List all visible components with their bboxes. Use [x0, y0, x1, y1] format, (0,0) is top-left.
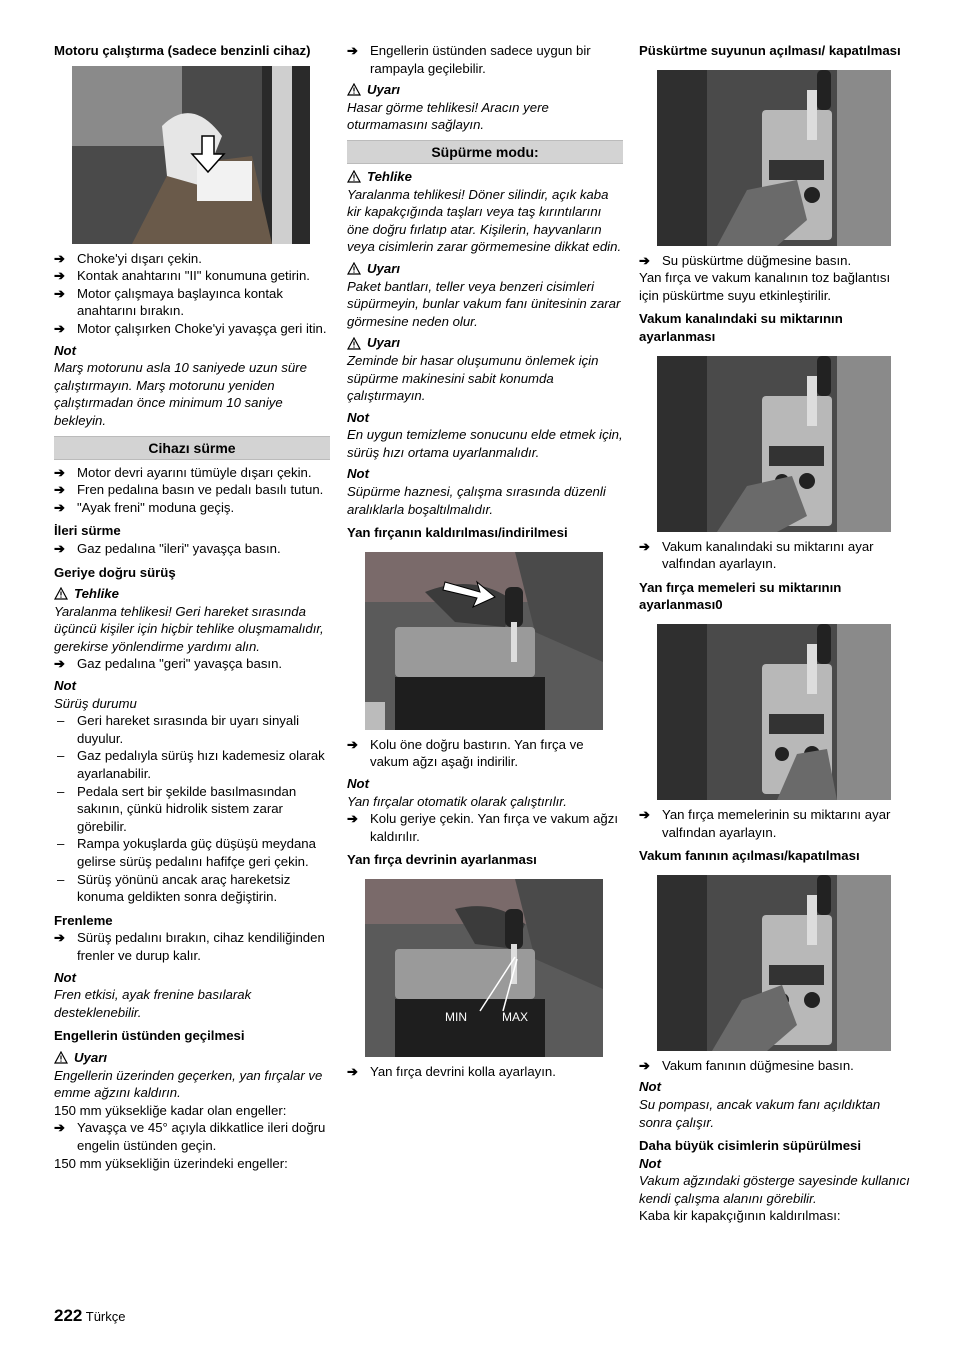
step: [347, 810, 623, 845]
photo-panel-drawing: [657, 70, 891, 246]
warn-label-text: Uyarı: [74, 1049, 107, 1065]
photo-choke-drawing: [72, 66, 310, 244]
step-text: Gaz pedalına "ileri" yavaşça basın.: [77, 540, 281, 556]
step: [639, 1057, 913, 1075]
step: [54, 929, 330, 964]
step-text: Vakum fanının düğmesine basın.: [662, 1057, 854, 1073]
step-text: Yavaşça ve 45° açıyla dikkatlice ileri doğru engelin üstünden geçin.: [77, 1120, 326, 1153]
heading-obstacles: Engellerin üstünden geçilmesi: [54, 1028, 245, 1044]
note-label: Not: [347, 466, 369, 482]
step: [54, 320, 330, 338]
arrow-icon: ➔: [54, 1120, 66, 1136]
step-text: Fren pedalına basın ve pedalı basılı tutun.: [77, 482, 324, 498]
note-label: Not: [54, 969, 76, 985]
photo-panel-drawing: [657, 356, 891, 532]
body-text: Yan fırça ve vakum kanalının toz bağlantısı için püskürtme suyu etkinleştirilir.: [639, 270, 891, 303]
danger-label: [54, 585, 330, 603]
heading-start-engine: Motoru çalıştırma (sadece benzinli cihaz): [54, 43, 311, 58]
step-text: Kolu öne doğru bastırın. Yan fırça ve vakum ağzı aşağı indirilir.: [370, 736, 584, 770]
arrow-icon: ➔: [639, 252, 651, 268]
step-text: Engellerin üstünden sadece uygun bir rampayla geçilebilir.: [370, 43, 591, 76]
warn-text: Hasar görme tehlikesi! Aracın yere oturmamasını sağlayın.: [347, 99, 549, 133]
arrow-icon: ➔: [639, 1057, 651, 1073]
danger-label-text: Tehlike: [74, 586, 119, 602]
heading-sidebrush: Yan fırçanın kaldırılması/indirilmesi: [347, 525, 568, 541]
column-3: [639, 42, 913, 1225]
step-text: "Ayak freni" moduna geçiş.: [77, 499, 235, 515]
danger-text: Yaralanma tehlikesi! Geri hareket sırasında üçüncü kişiler için hiçbir tehlike oluşmamalıdır, gerekirse yönlendirme yardımı alın.: [54, 603, 324, 654]
arrow-icon: ➔: [347, 736, 359, 752]
warn-label: [347, 81, 623, 99]
body-text: Kaba kir kapakçığının kaldırılması:: [639, 1208, 841, 1224]
note-text: Fren etkisi, ayak frenine basılarak desteklenebilir.: [54, 987, 252, 1020]
warn-label: [54, 1049, 330, 1067]
step-text: Choke'yi dışarı çekin.: [77, 250, 202, 266]
heading-brake: Frenleme: [54, 912, 113, 928]
photo-panel-drawing: [657, 624, 891, 800]
page-number: 222: [54, 1306, 83, 1325]
photo-brush-speed: [365, 879, 603, 1057]
arrow-icon: ➔: [54, 499, 66, 515]
warning-triangle-icon: [347, 83, 361, 96]
photo-nozzle-valve: [657, 624, 891, 800]
dash-item: [54, 783, 330, 836]
page-language: Türkçe: [85, 1309, 126, 1324]
step: [347, 1063, 623, 1081]
heading-fan: Vakum fanının açılması/kapatılması: [639, 848, 860, 864]
arrow-icon: ➔: [54, 464, 66, 480]
dash-text: Pedala sert bir şekilde basılmasından sakının, çünkü hidrolik sistem zarar görebilir.: [77, 783, 297, 834]
max-label: MAX: [502, 1010, 529, 1024]
step: [347, 42, 623, 77]
step: [54, 655, 330, 673]
step-text: Gaz pedalına "geri" yavaşça basın.: [77, 656, 283, 672]
step-text: Motor devri ayarını tümüyle dışarı çekin.: [77, 464, 312, 480]
arrow-icon: ➔: [347, 43, 359, 58]
note-text: Süpürme haznesi, çalışma sırasında düzenli aralıklarla boşaltılmalıdır.: [347, 484, 606, 517]
warning-triangle-icon: [54, 1051, 68, 1064]
warn-label-text: Uyarı: [367, 335, 400, 351]
step-text: Yan fırça devrini kolla ayarlayın.: [370, 1064, 556, 1079]
dash-text: Gaz pedalıyla sürüş hızı kademesiz olarak ayarlanabilir.: [77, 748, 325, 782]
heading-brush-speed: Yan fırça devrinin ayarlanması: [347, 852, 537, 868]
arrow-icon: ➔: [54, 540, 66, 556]
heading-reverse: Geriye doğru sürüş: [54, 564, 176, 580]
step-text: Motor çalışmaya başlayınca kontak anahtarını bırakın.: [77, 285, 283, 319]
step: [54, 464, 330, 482]
warn-label: [347, 260, 623, 278]
note-text: Vakum ağzındaki gösterge sayesinde kullanıcı kendi çalışma alanını görebilir.: [639, 1173, 910, 1206]
photo-water-valve: [657, 356, 891, 532]
dash-icon: –: [57, 783, 65, 799]
heading-nozzle: Yan fırça memeleri su miktarının ayarlanması0: [639, 579, 842, 613]
photo-fan-button: [657, 875, 891, 1051]
dash-icon: –: [57, 748, 65, 764]
step-text: Kolu geriye çekin. Yan fırça ve vakum ağzı kaldırılır.: [370, 811, 618, 844]
arrow-icon: ➔: [347, 811, 359, 827]
note-label: Not: [639, 1155, 661, 1171]
warn-label: [347, 334, 623, 352]
note-label: Not: [54, 678, 76, 694]
heading-forward: İleri sürme: [54, 523, 121, 539]
step: [347, 736, 623, 771]
step-text: Sürüş pedalını bırakın, cihaz kendiliğinden frenler ve durup kalır.: [77, 930, 325, 963]
note-text: Yan fırçalar otomatik olarak çalıştırılır.: [347, 793, 567, 809]
step-text: Su püskürtme düğmesine basın.: [662, 252, 852, 268]
page-footer: [54, 1306, 126, 1326]
step: [54, 1119, 330, 1154]
warn-text: Paket bantları, teller veya benzeri cisimleri süpürmeyin, bunlar vakum fanı ünitesinin zarar görmesine neden olur.: [347, 278, 621, 329]
dash-text: Sürüş yönünü ancak araç hareketsiz konuma geldikten sonra değiştirin.: [77, 871, 291, 905]
warning-triangle-icon: [347, 262, 361, 275]
note-label: Not: [54, 342, 76, 358]
dash-text: Geri hareket sırasında bir uyarı sinyali duyulur.: [77, 713, 300, 746]
step: [54, 481, 330, 499]
photo-panel-drawing: [657, 875, 891, 1051]
warning-triangle-icon: [347, 337, 361, 350]
step: [54, 285, 330, 320]
step-text: Yan fırça memelerinin su miktarını ayar valfından ayarlayın.: [662, 806, 891, 840]
body-text: 150 mm yüksekliğin üzerindeki engeller:: [54, 1155, 288, 1171]
arrow-icon: ➔: [347, 1064, 359, 1079]
dash-icon: –: [57, 871, 65, 887]
step-text: Vakum kanalındaki su miktarını ayar valfından ayarlayın.: [662, 538, 874, 572]
photo-lever-drawing: [365, 552, 603, 730]
arrow-icon: ➔: [54, 482, 66, 498]
step: [639, 538, 913, 573]
column-2: [347, 42, 623, 1081]
step: [54, 250, 330, 268]
heading-water: Vakum kanalındaki su miktarının ayarlanması: [639, 311, 843, 344]
dash-item: [54, 712, 330, 747]
heading-spray: Püskürtme suyunun açılması/ kapatılması: [639, 43, 901, 58]
warn-text: Zeminde bir hasar oluşumunu önlemek için süpürme makinesini sabit konumda çalıştırmayın.: [347, 352, 599, 404]
arrow-icon: ➔: [54, 268, 66, 284]
note-label: Not: [347, 409, 369, 425]
step: [54, 499, 330, 517]
arrow-icon: ➔: [54, 285, 66, 301]
arrow-icon: ➔: [54, 930, 66, 946]
column-1: [54, 42, 330, 1172]
warning-triangle-icon: [54, 587, 68, 600]
arrow-icon: ➔: [639, 538, 651, 554]
note-text: En uygun temizleme sonucunu elde etmek için, sürüş hızı ortama uyarlanmalıdır.: [347, 427, 623, 460]
note-title: Sürüş durumu: [54, 695, 137, 711]
arrow-icon: ➔: [54, 656, 66, 672]
danger-text: Yaralanma tehlikesi! Döner silindir, açık kaba kir kapakçığında taşları veya taş kırıntılarını öne doğru fırlatıp atar. Kişilerin, hayvanların veya cisimlerin zarar görmemesine dikkat edin.: [347, 186, 622, 255]
note-label: Not: [639, 1079, 661, 1095]
photo-choke: [72, 66, 310, 244]
dash-item: [54, 835, 330, 870]
note-text: Su pompası, ancak vakum fanı açıldıktan sonra çalışır.: [639, 1096, 881, 1130]
photo-sidebrush-lever: [365, 552, 603, 730]
photo-speed-drawing: [365, 879, 603, 1057]
photo-spray-button: [657, 70, 891, 246]
dash-item: [54, 747, 330, 782]
warn-label-text: Uyarı: [367, 82, 400, 98]
min-label: MIN: [445, 1010, 467, 1024]
start-steps: [54, 250, 330, 338]
danger-label: [347, 168, 623, 186]
step: [639, 252, 913, 270]
arrow-icon: ➔: [639, 806, 651, 822]
warn-label-text: Uyarı: [367, 260, 400, 276]
body-text: 150 mm yüksekliğe kadar olan engeller:: [54, 1102, 287, 1118]
arrow-icon: ➔: [54, 320, 66, 336]
dash-icon: –: [57, 836, 65, 852]
section-bar-sweep: Süpürme modu:: [347, 140, 623, 164]
step: [639, 806, 913, 841]
warn-text: Engellerin üzerinden geçerken, yan fırçalar ve emme ağzını kaldırın.: [54, 1067, 323, 1101]
step-text: Kontak anahtarını "II" konumuna getirin.: [77, 268, 310, 284]
note-text: Marş motorunu asla 10 saniyede uzun süre çalıştırmayın. Marş motorunu yeniden çalıştırmadan önce minimum 10 saniye bekleyin.: [54, 360, 307, 428]
dash-text: Rampa yokuşlarda güç düşüşü meydana gelirse sürüş pedalını hafifçe geri çekin.: [77, 836, 316, 869]
step-text: Motor çalışırken Choke'yi yavaşça geri itin.: [77, 320, 327, 336]
heading-large-objects: Daha büyük cisimlerin süpürülmesi: [639, 1138, 862, 1154]
arrow-icon: ➔: [54, 250, 66, 266]
dash-item: [54, 871, 330, 906]
note-label: Not: [347, 776, 369, 792]
dash-icon: –: [57, 713, 65, 729]
step: [54, 540, 330, 558]
danger-label-text: Tehlike: [367, 168, 412, 184]
warning-triangle-icon: [347, 170, 361, 183]
section-bar-drive: Cihazı sürme: [54, 436, 330, 460]
step: [54, 267, 330, 285]
